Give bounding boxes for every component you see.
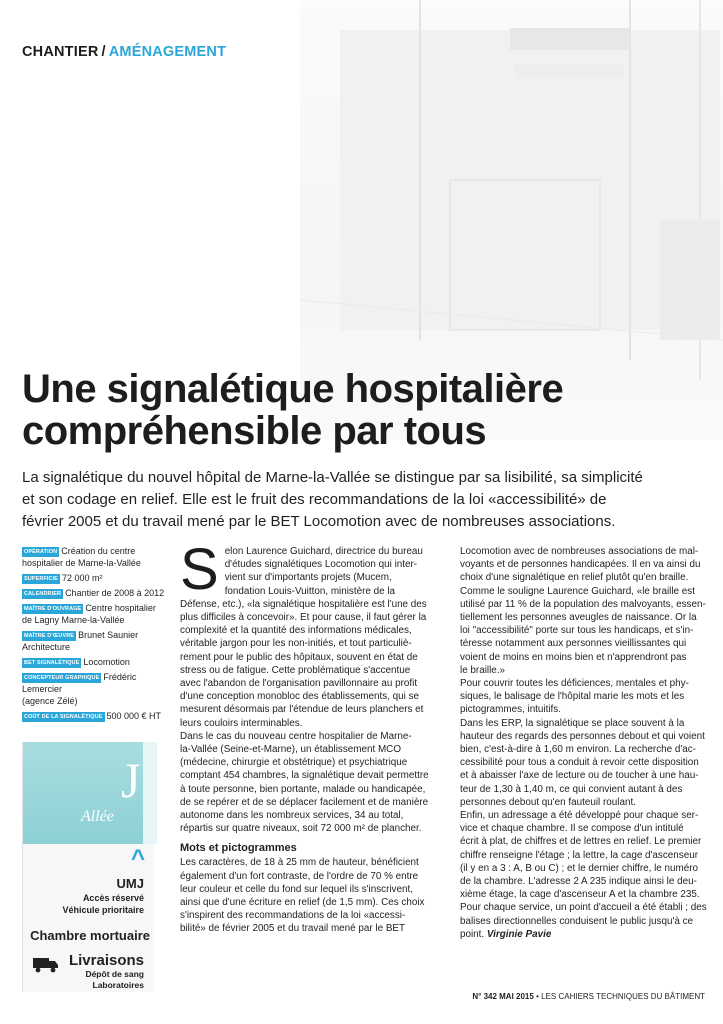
chevron-up-icon: ^: [131, 845, 146, 872]
sign-letter: J: [121, 752, 141, 808]
fact-value: 500 000 € HT: [106, 711, 162, 721]
sign-umj-title: UMJ: [116, 876, 144, 891]
fact-label: OPÉRATION: [24, 549, 58, 555]
text-line: comptant 454 chambres, la signalétique devait permettre: [180, 770, 429, 782]
lead-line: et son codage en relief. Elle est le fruit des recommandations de la loi «accessibilité» de: [22, 491, 607, 508]
fact-value: Création du centre: [61, 546, 136, 556]
fact-value: Frédéric Lemercier: [22, 672, 137, 694]
text-line: Comme le souligne Laurence Guichard, «le braille est: [460, 585, 695, 597]
text-line: cessibilité pour tous a conduit à revoir cette disposition: [460, 757, 699, 769]
text-line: leur couleur et celle du fond sur lequel ils s'inscrivent,: [180, 883, 413, 895]
fact-label: COÛT DE LA SIGNALÉTIQUE: [24, 714, 103, 720]
text-line: d'une conception monobloc des établissements, qui se: [180, 691, 420, 703]
text-line: Enfin, un adressage a été développé pour chaque ser-: [460, 810, 699, 822]
text-line: hauteur des regards des personnes debout et qui voient: [460, 730, 705, 742]
truck-icon: [33, 957, 59, 973]
paragraph: [180, 730, 442, 836]
text-line: balises directionnelles conduisent le public jusqu'à ce: [460, 915, 693, 927]
fact-row-superficie: [22, 572, 167, 584]
fact-row-operation: [22, 545, 167, 569]
sign-deliveries-line: Laboratoires: [92, 980, 144, 990]
text-line: et à abaisser l'axe de lecture ou de toucher à une hau-: [460, 770, 699, 782]
text-line: téresse notamment aux personnes vieillissantes qui: [460, 638, 687, 650]
text-line: de la chambre. L'adresse 2 A 235 indique ainsi le deu-: [460, 876, 697, 888]
text-line: le braille.»: [460, 664, 506, 676]
drop-cap: S: [180, 537, 219, 602]
lead-line: février 2005 et du travail mené par le BET Locomotion avec de nombreuses associations.: [22, 513, 616, 530]
paragraph: [180, 856, 442, 935]
issue-number: N° 342 MAI 2015: [472, 992, 534, 1001]
text-line: pictogrammes, intuitifs.: [460, 704, 561, 716]
fact-label: SUPERFICIE: [24, 576, 59, 582]
closing-line: [460, 928, 722, 941]
text-line: elon Laurence Guichard, directrice du bureau: [224, 546, 423, 557]
closing-text: point.: [460, 928, 485, 940]
text-line: véritable jargon pour les non-initiés, et tout particuliè-: [180, 638, 412, 650]
fact-label: CALENDRIER: [24, 591, 62, 597]
sign-umj-line: Accès réservé: [82, 893, 144, 903]
text-line: choix d'une signalétique en relief plutôt qu'en braille.: [460, 572, 689, 584]
text-line: vient sur d'importants projets (Mucem,: [224, 572, 392, 584]
text-line: Défense, etc.), «la signalétique hospitalière est l'une des: [180, 598, 427, 610]
text-line: écrit à plat, de chiffres et de lettres en relief. Le premier: [460, 836, 702, 848]
fact-row-maitre-oeuvre: [22, 629, 167, 653]
paragraph: [460, 809, 722, 928]
fact-value: Locomotion: [83, 657, 130, 667]
sign-allee: Allée: [81, 808, 114, 825]
intro-paragraph: [180, 537, 442, 730]
text-line: Pour couvrir toutes les déficiences, mentales et phy-: [460, 678, 689, 690]
section-header: [22, 44, 226, 60]
headline-line: compréhensible par tous: [22, 409, 487, 453]
text-line: Locomotion avec de nombreuses associations de mal-: [460, 546, 699, 557]
paragraph: [460, 677, 722, 717]
text-line: également d'un fort contraste, de l'ordre de 70 % entre: [180, 870, 419, 882]
fact-value: Centre hospitalier: [85, 603, 156, 613]
text-line: xième étage, la cage d'ascenseur A et la chambre 235.: [460, 889, 700, 901]
fact-label: CONCEPTEUR GRAPHIQUE: [24, 675, 100, 681]
article-column-1: [180, 537, 442, 936]
text-line: d'études signalétiques Locomotion qui inter-: [224, 559, 418, 571]
text-line: Pour chaque service, un point d'accueil a été établi ; des: [460, 902, 707, 914]
text-line: voyants et de personnes handicapées. Il en va ainsi du: [460, 559, 701, 571]
sign-mortuary: Chambre mortuaire: [30, 928, 150, 943]
fact-label: MAÎTRE D'OUVRAGE: [24, 606, 82, 612]
text-line: utilisé par 11 % de la population des malvoyants, essen-: [460, 598, 706, 610]
text-line: (médecine, chirurgie et obstétrique) et psychiatrique: [180, 757, 408, 769]
sign-deliveries: [69, 952, 144, 991]
fact-row-cout: [22, 710, 167, 722]
author-signature: Virginie Pavie: [486, 928, 552, 940]
text-line: Les caractères, de 18 à 25 mm de hauteur, bénéficient: [180, 857, 419, 869]
text-line: de se repérer et de se déplacer facilement et de manière: [180, 796, 429, 808]
text-line: mesurent désormais par l'étendue de leurs planchers et: [180, 704, 424, 716]
sign-umj: [62, 876, 144, 916]
headline: [22, 368, 563, 452]
lead-paragraph: [22, 467, 712, 533]
fact-row-calendrier: [22, 587, 167, 599]
text-line: siques, le balisage de l'hôpital marie les mots et les: [460, 691, 685, 703]
lead-line: La signalétique du nouvel hôpital de Marne-la-Vallée se distingue par sa lisibilité, sa simplicité: [22, 469, 643, 486]
text-line: personnes debout qu'en fauteuil roulant.: [460, 796, 636, 808]
fact-label: BET SIGNALÉTIQUE: [24, 660, 80, 666]
sign-panel-edge: [143, 742, 157, 844]
text-line: la-Vallée (Seine-et-Marne), un établissement MCO: [180, 744, 401, 756]
fact-value: Chantier de 2008 à 2012: [65, 588, 165, 598]
section-label: CHANTIER: [22, 44, 99, 60]
text-line: ainsi que d'une écriture en relief (de 1,5 mm). Ces choix: [180, 897, 425, 909]
text-line: autonome dans les nombreux services, 34 au total,: [180, 810, 404, 822]
fact-value: 72 000 m²: [62, 573, 103, 583]
text-line: bilité» de février 2005 et du travail mené par le BET: [180, 923, 406, 935]
text-line: leurs couloirs interminables.: [180, 717, 303, 729]
fact-sheet: [22, 545, 167, 725]
text-line: stress ou de fatigue. Cette problématique s'accentue: [180, 664, 411, 676]
fact-value: de Lagny Marne-la-Vallée: [22, 615, 125, 625]
text-line: Dans les ERP, la signalétique se place souvent à la: [460, 717, 685, 729]
text-line: à toute personne, bien portante, malade ou handicapée,: [180, 783, 426, 795]
text-line: répartis sur quatre niveaux, soit 72 000 m² de plancher.: [180, 823, 422, 835]
text-line: vice et chaque chambre. Il se compose d'un intitulé: [460, 823, 684, 835]
text-line: tiellement les personnes aveugles de naissance. Or la: [460, 612, 697, 624]
sign-deliveries-title: Livraisons: [68, 952, 144, 969]
sign-umj-line: Véhicule prioritaire: [62, 905, 144, 915]
text-line: chiffre renseigne l'étage ; la lettre, la cage d'ascenseur: [460, 849, 698, 861]
fact-value: (agence Zélé): [22, 696, 78, 706]
text-line: bien, c'est-à-dire à 1,60 m environ. La recherche d'ac-: [460, 744, 696, 756]
footer-separator: •: [536, 992, 539, 1001]
subsection-label: AMÉNAGEMENT: [108, 44, 227, 60]
sign-photo: [22, 742, 154, 992]
text-line: Dans le cas du nouveau centre hospitalier de Marne-: [180, 730, 412, 742]
publication-name: LES CAHIERS TECHNIQUES DU BÂTIMENT: [541, 992, 705, 1001]
page-footer: [472, 992, 705, 1001]
fact-row-concepteur: [22, 671, 167, 707]
text-line: plus difficiles à concevoir». Et pour cause, il faut gérer la: [180, 612, 427, 624]
text-line: rement pour le public des hôpitaux, souvent en état de: [180, 651, 418, 663]
text-line: voient de moins en moins bien et n'apprendront pas: [460, 651, 687, 663]
text-line: (il y en a 3 : A, B ou C) ; et le dernier chiffre, le numéro: [460, 862, 699, 874]
fact-label: MAÎTRE D'ŒUVRE: [24, 633, 75, 639]
fact-value: Architecture: [22, 642, 71, 652]
sign-deliveries-line: Dépôt de sang: [85, 969, 144, 979]
text-line: fondation Louis-Vuitton, ministère de la: [224, 585, 396, 597]
fact-row-maitre-ouvrage: [22, 602, 167, 626]
paragraph: [460, 545, 722, 677]
fact-value: hospitalier de Marne-la-Vallée: [22, 558, 141, 568]
fact-row-bet: [22, 656, 167, 668]
text-line: complexité et la quantité des informations médicales,: [180, 625, 412, 637]
paragraph: [460, 717, 722, 809]
headline-line: Une signalétique hospitalière: [22, 367, 564, 411]
text-line: loi "accessibilité" porte sur tous les handicaps, et s'in-: [460, 625, 694, 637]
section-separator: /: [101, 44, 106, 60]
text-line: teur de 1,30 à 1,40 m, ce qui convient autant à des: [460, 783, 683, 795]
text-line: s'inspirent des recommandations de la loi «accessi-: [180, 910, 406, 922]
subheading: Mots et pictogrammes: [180, 842, 297, 855]
article-column-2: [460, 545, 722, 941]
fact-value: Brunet Saunier: [78, 630, 139, 640]
text-line: avec l'abandon de l'organisation pavillonnaire au profit: [180, 678, 418, 690]
